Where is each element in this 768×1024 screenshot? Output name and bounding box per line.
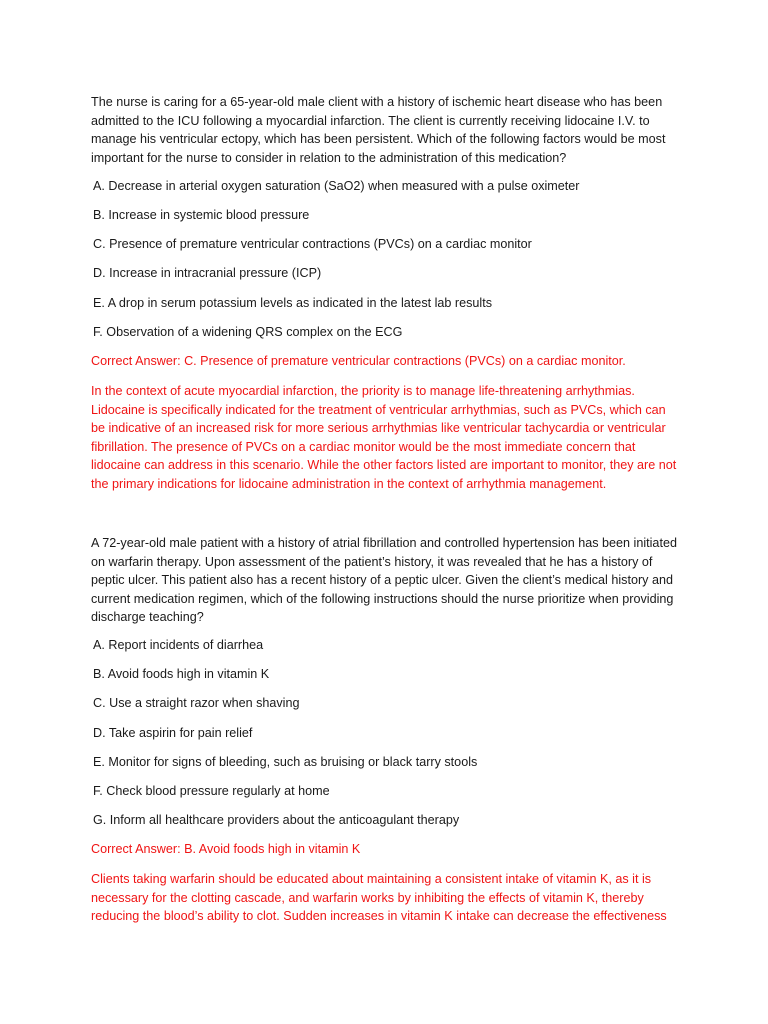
- question-2-option-g: G. Inform all healthcare providers about the anticoagulant therapy: [93, 813, 460, 827]
- question-1-stem: The nurse is caring for a 65-year-old male client with a history of ischemic heart disease who has been admitted to the ICU following a myocardial infarction. The client is currently receiving lidocaine I.V. to manage his ventricular ectopy, which has been persistent. Which of the following factors would be most important for the nurse to consider in relation to the administration of this medication?: [91, 95, 666, 165]
- question-1-option-f: F. Observation of a widening QRS complex on the ECG: [93, 325, 403, 339]
- question-2-correct-answer: Correct Answer: B. Avoid foods high in vitamin K: [91, 842, 361, 856]
- question-1-explanation: In the context of acute myocardial infarction, the priority is to manage life-threatening arrhythmias. Lidocaine is specifically indicated for the treatment of ventricular arrhythmias, such as PVCs, which can be indicative of an increased risk for more serious arrhythmias like ventricular tachycardia or ventricular fibrillation. The presence of PVCs on a cardiac monitor would be the most immediate concern that lidocaine can address in this scenario. While the other factors listed are important to monitor, they are not the primary indications for lidocaine administration in the context of arrhythmia management.: [91, 384, 677, 491]
- question-2-option-f: F. Check blood pressure regularly at home: [93, 784, 330, 798]
- question-2-option-a: A. Report incidents of diarrhea: [93, 638, 264, 652]
- question-1-correct-answer: Correct Answer: C. Presence of premature ventricular contractions (PVCs) on a cardiac monitor.: [91, 354, 626, 368]
- question-1-option-c: C. Presence of premature ventricular contractions (PVCs) on a cardiac monitor: [93, 237, 532, 251]
- question-2-option-b: B. Avoid foods high in vitamin K: [93, 667, 270, 681]
- question-1-option-b: B. Increase in systemic blood pressure: [93, 208, 310, 222]
- question-1-option-a: A. Decrease in arterial oxygen saturation (SaO2) when measured with a pulse oximeter: [93, 179, 580, 193]
- question-2-stem: A 72-year-old male patient with a history of atrial fibrillation and controlled hypertension has been initiated on warfarin therapy. Upon assessment of the patient’s history, it was revealed that he has a history of peptic ulcer. This patient also has a recent history of a peptic ulcer. Given the client’s medical history and current medication regimen, which of the following instructions should the nurse prioritize when providing discharge teaching?: [91, 536, 677, 624]
- question-2-option-e: E. Monitor for signs of bleeding, such as bruising or black tarry stools: [93, 755, 478, 769]
- question-2-option-d: D. Take aspirin for pain relief: [93, 726, 253, 740]
- question-2-explanation: Clients taking warfarin should be educated about maintaining a consistent intake of vitamin K, as it is necessary for the clotting cascade, and warfarin works by inhibiting the effects of vitamin K, thereby reducing the blood’s ability to clot. Sudden increases in vitamin K intake can decrease the effectiveness: [91, 872, 667, 923]
- question-1-option-d: D. Increase in intracranial pressure (ICP): [93, 266, 322, 280]
- question-2-option-c: C. Use a straight razor when shaving: [93, 696, 300, 710]
- question-1-option-e: E. A drop in serum potassium levels as indicated in the latest lab results: [93, 296, 493, 310]
